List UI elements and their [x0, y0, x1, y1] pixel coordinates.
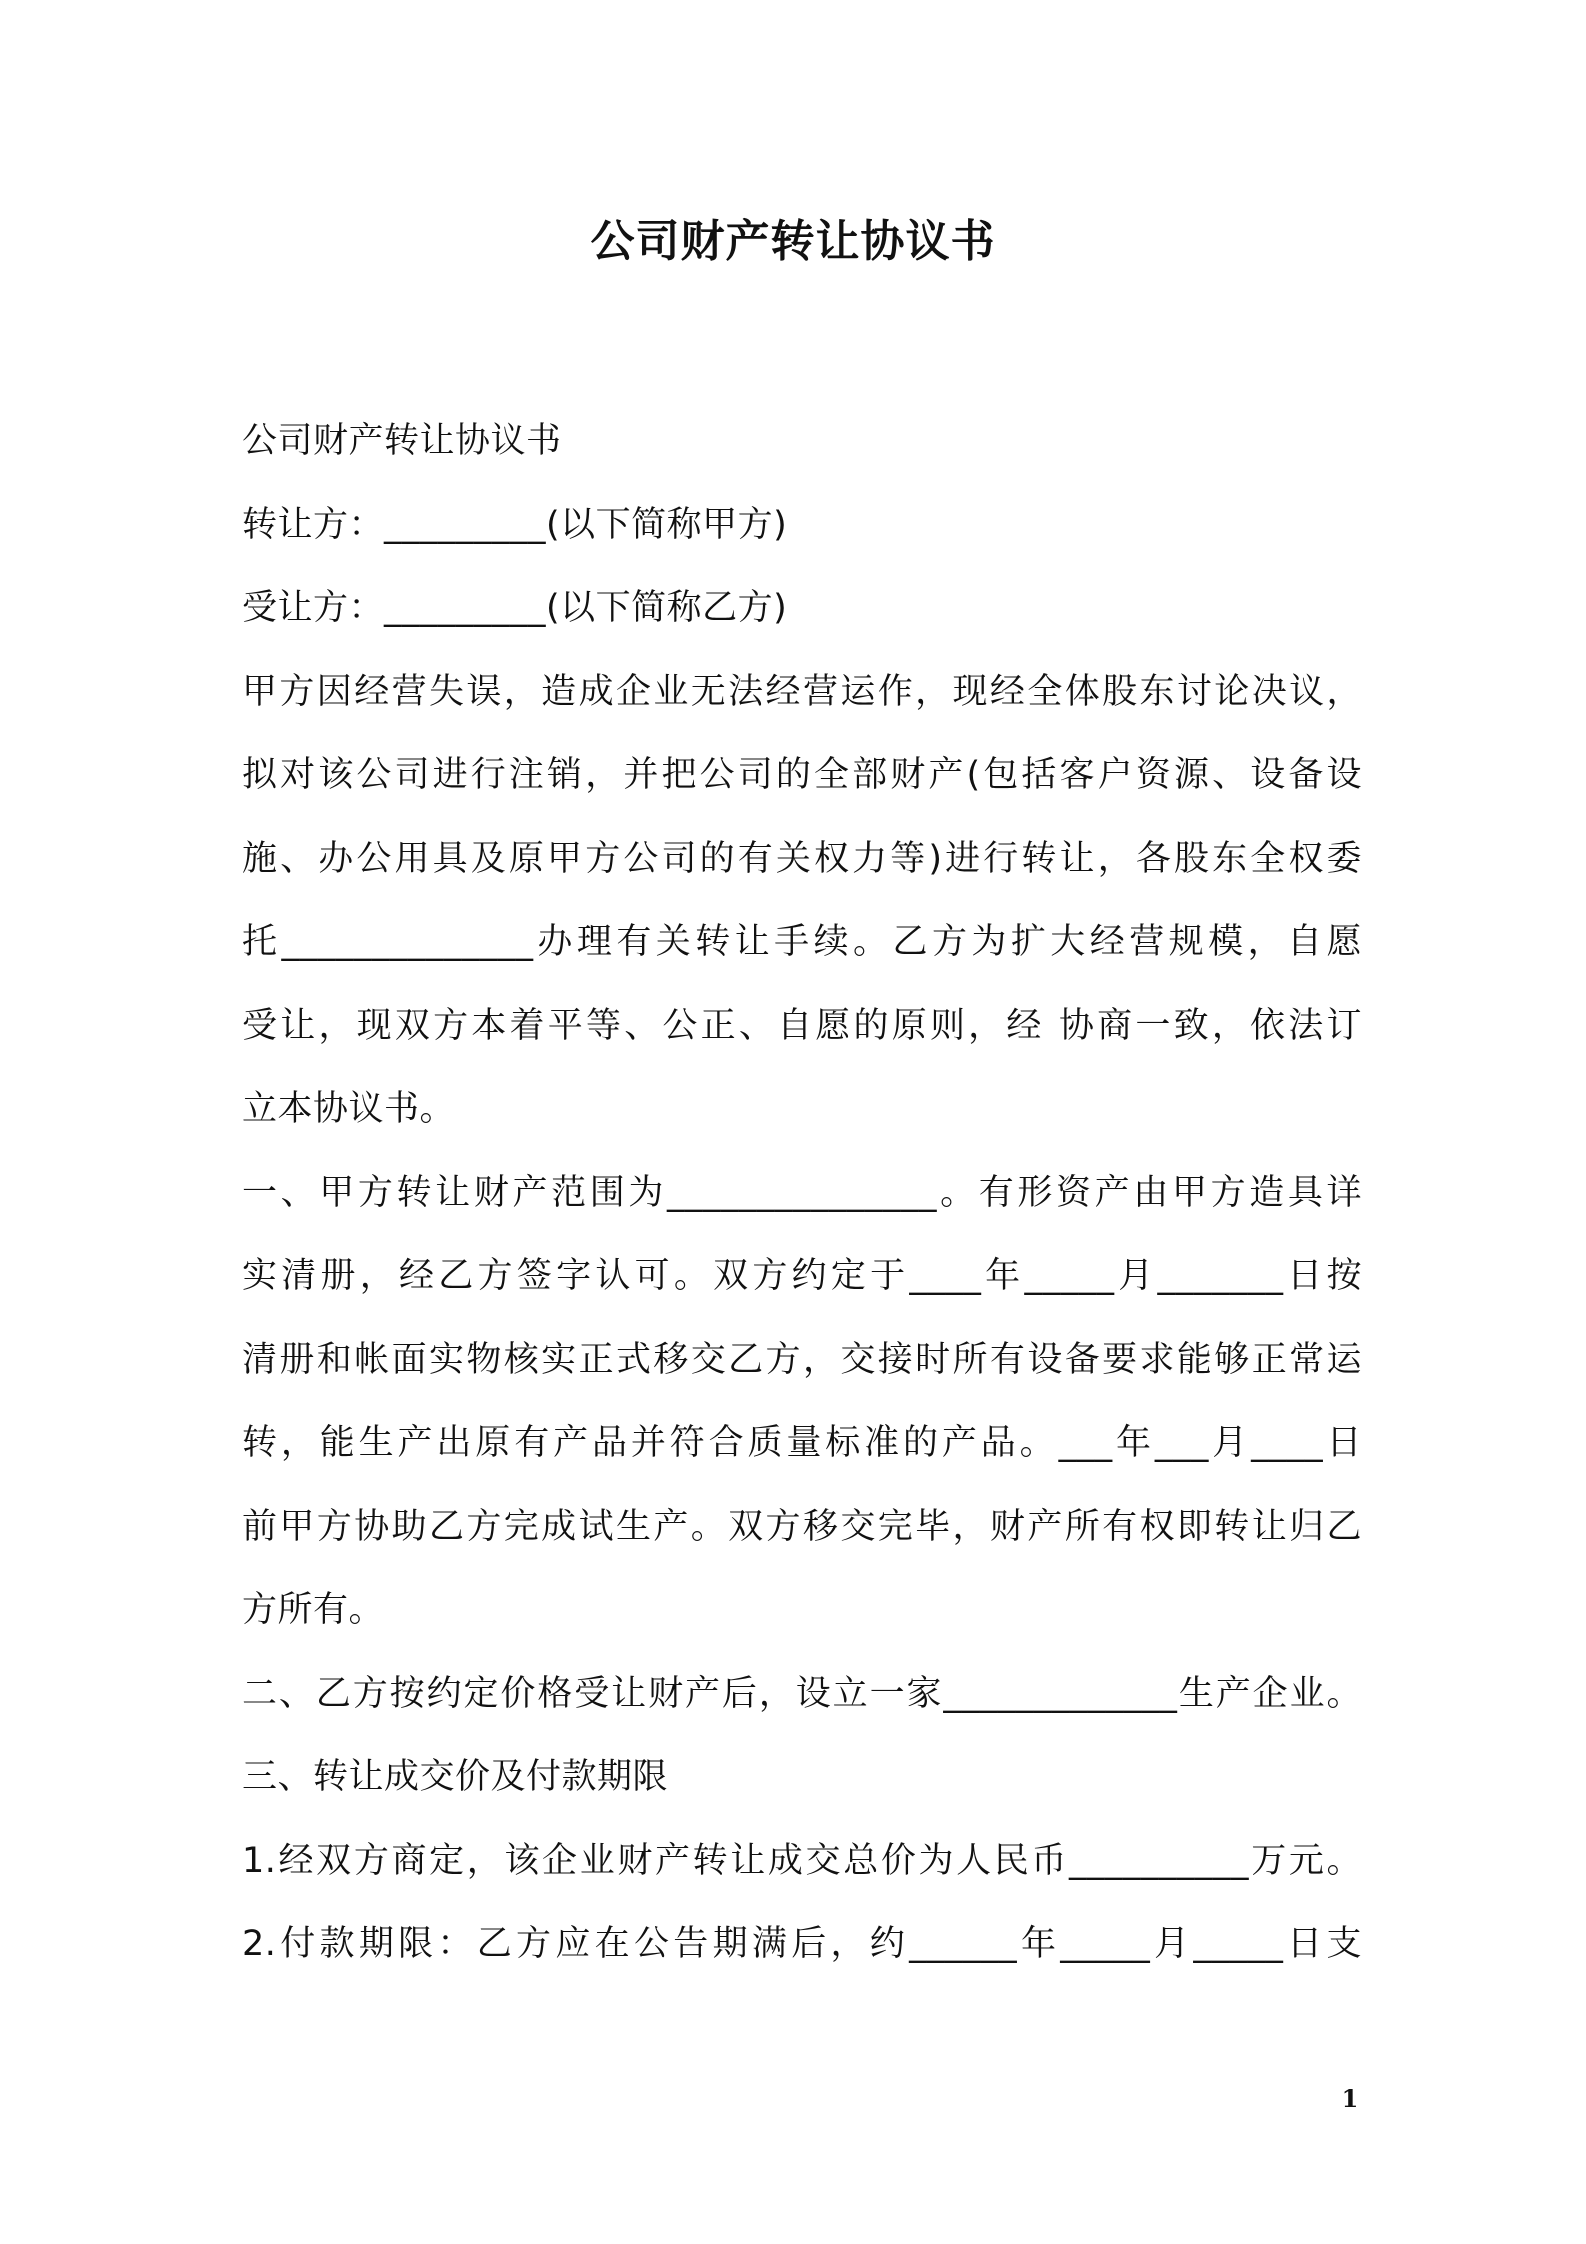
body-line-preamble-2: 拟对该公司进行注销，并把公司的全部财产(包括客户资源、设备设	[242, 755, 1362, 795]
body-line-preamble-4: 托______________办理有关转让手续。乙方为扩大经营规模，自愿	[242, 922, 1362, 962]
body-line-clause3-item1: 1.经双方商定，该企业财产转让成交总价为人民币__________万元。	[242, 1840, 1362, 1881]
body-line-transferor: 转让方：_________(以下简称甲方)	[242, 504, 788, 545]
body-line-preamble-3: 施、办公用具及原甲方公司的有关权力等)进行转让，各股东全权委	[242, 838, 1362, 879]
body-line-subtitle: 公司财产转让协议书	[242, 421, 562, 461]
body-line-clause1-1: 一、甲方转让财产范围为_______________。有形资产由甲方造具详	[242, 1172, 1362, 1213]
body-line-transferee: 受让方：_________(以下简称乙方)	[242, 588, 788, 628]
body-line-clause1-5: 前甲方协助乙方完成试生产。双方移交完毕，财产所有权即转让归乙	[242, 1506, 1362, 1547]
body-line-clause1-4: 转，能生产出原有产品并符合质量标准的产品。___年___月____日	[242, 1423, 1362, 1463]
body-line-clause3-item2: 2.付款期限：乙方应在公告期满后，约______年_____月_____日支	[242, 1924, 1362, 1964]
body-line-preamble-1: 甲方因经营失误，造成企业无法经营运作，现经全体股东讨论决议，	[242, 671, 1362, 712]
page-number: 1	[1341, 2084, 1359, 2113]
body-line-clause1-6: 方所有。	[242, 1590, 385, 1630]
document-title: 公司财产转让协议书	[590, 216, 996, 267]
body-line-clause2: 二、乙方按约定价格受让财产后，设立一家_____________生产企业。	[242, 1673, 1362, 1714]
body-line-clause1-2: 实清册，经乙方签字认可。双方约定于____年_____月_______日按	[242, 1256, 1362, 1296]
document-body	[242, 400, 1362, 1987]
body-line-preamble-5: 受让，现双方本着平等、公正、自愿的原则，经 协商一致，依法订	[242, 1005, 1362, 1046]
body-line-clause1-3: 清册和帐面实物核实正式移交乙方，交接时所有设备要求能够正常运	[242, 1339, 1362, 1380]
body-line-preamble-6: 立本协议书。	[242, 1089, 456, 1129]
body-line-clause3-heading: 三、转让成交价及付款期限	[242, 1757, 669, 1797]
